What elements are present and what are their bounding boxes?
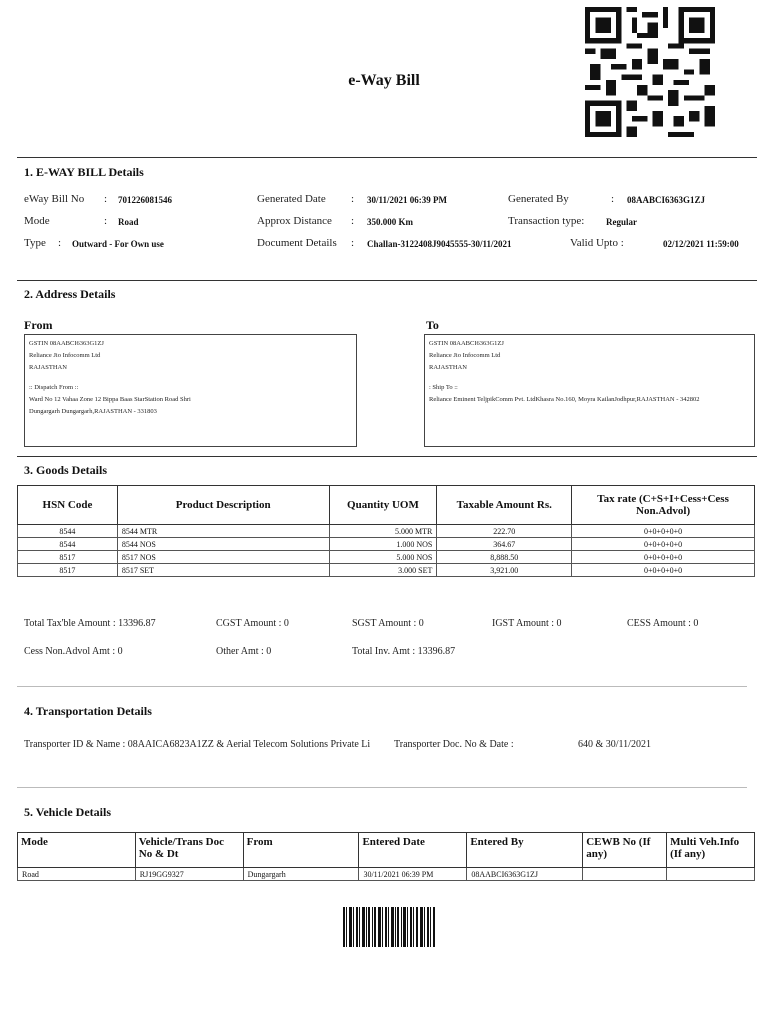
mode-cell: Road — [18, 868, 136, 881]
type-label: Type — [24, 237, 46, 249]
col-tax-rate: Tax rate (C+S+I+Cess+Cess Non.Advol) — [572, 486, 755, 525]
txn-type-value: Regular — [606, 217, 637, 227]
doc-details-value: Challan-3122408J9045555-30/11/2021 — [367, 239, 512, 249]
gen-date-value: 30/11/2021 06:39 PM — [367, 195, 447, 205]
mode-label: Mode — [24, 215, 50, 227]
rate-cell: 0+0+0+0+0 — [572, 538, 755, 551]
divider — [17, 787, 747, 788]
qty-cell: 5.000 MTR — [329, 525, 437, 538]
transporter-id-name: Transporter ID & Name : 08AAICA6823A1ZZ & Aerial Telecom Solutions Private Li — [24, 739, 371, 750]
colon: : — [104, 215, 108, 227]
vehicle-header-row — [18, 833, 755, 868]
cess-non-advol-amount: Cess Non.Advol Amt : 0 — [24, 646, 123, 657]
col-description: Product Description — [117, 486, 329, 525]
amount-cell: 222.70 — [437, 525, 572, 538]
colon: : — [351, 193, 355, 205]
from-label: From — [24, 318, 53, 332]
dispatch-label: :: Dispatch From :: — [29, 384, 79, 391]
from-name: Reliance Jio Infocomm Ltd — [29, 352, 101, 359]
table-row — [18, 564, 755, 577]
total-invoice-amount: Total Inv. Amt : 13396.87 — [352, 646, 456, 657]
table-row — [18, 868, 755, 881]
goods-header-row — [18, 486, 755, 525]
valid-upto-value: 02/12/2021 11:59:00 — [663, 239, 739, 249]
valid-upto-label: Valid Upto : — [570, 237, 624, 249]
entered-by-cell: 08AABCI6363G1ZJ — [467, 868, 583, 881]
amount-cell: 364.67 — [437, 538, 572, 551]
amount-cell: 3,921.00 — [437, 564, 572, 577]
to-name: Reliance Jio Infocomm Ltd — [429, 352, 501, 359]
rate-cell: 0+0+0+0+0 — [572, 564, 755, 577]
qty-cell: 3.000 SET — [329, 564, 437, 577]
cess-amount: CESS Amount : 0 — [627, 618, 699, 629]
ewb-no-value: 701226081546 — [118, 195, 172, 205]
goods-heading: 3. Goods Details — [24, 463, 108, 477]
hsn-cell: 8544 — [18, 525, 118, 538]
divider — [17, 686, 747, 687]
page-title: e-Way Bill — [348, 72, 420, 89]
col-multi-vehicle: Multi Veh.Info (If any) — [667, 833, 755, 868]
colon: : — [104, 193, 108, 205]
cgst-amount: CGST Amount : 0 — [216, 618, 289, 629]
col-entered-date: Entered Date — [359, 833, 467, 868]
cewb-cell — [583, 868, 667, 881]
from-cell: Dungargarh — [243, 868, 359, 881]
gen-by-label: Generated By — [508, 193, 569, 205]
vehicle-table — [17, 832, 755, 881]
goods-table — [17, 485, 755, 577]
sgst-amount: SGST Amount : 0 — [352, 618, 424, 629]
gen-date-label: Generated Date — [257, 193, 326, 205]
address-heading: 2. Address Details — [24, 287, 116, 301]
ewb-no-label: eWay Bill No — [24, 193, 85, 205]
table-row — [18, 551, 755, 564]
hsn-cell: 8544 — [18, 538, 118, 551]
from-gstin: GSTIN 08AABCI6363G1ZJ — [29, 340, 104, 347]
colon: : — [351, 215, 355, 227]
to-gstin: GSTIN 08AABCI6363G1ZJ — [429, 340, 504, 347]
colon: : — [611, 193, 615, 205]
to-label: To — [426, 318, 439, 332]
multi-vehicle-cell — [667, 868, 755, 881]
col-taxable-amount: Taxable Amount Rs. — [437, 486, 572, 525]
gen-by-value: 08AABCI6363G1ZJ — [627, 195, 706, 205]
table-row — [18, 538, 755, 551]
vehicle-heading: 5. Vehicle Details — [24, 805, 111, 819]
ship-to-label: : Ship To :: — [429, 384, 458, 391]
qr-code — [585, 7, 715, 137]
desc-cell: 8544 MTR — [117, 525, 329, 538]
qty-cell: 1.000 NOS — [329, 538, 437, 551]
qty-cell: 5.000 NOS — [329, 551, 437, 564]
col-vehicle-doc: Vehicle/Trans Doc No & Dt — [135, 833, 243, 868]
to-address-line1: Reliance Eminent TeljpikComm Pvt. LtdKhasra No.160, Moyra KailanJodhpur,RAJASTHAN - 342802 — [429, 396, 700, 403]
desc-cell: 8517 NOS — [117, 551, 329, 564]
section-rule — [17, 157, 757, 158]
to-address-box — [424, 334, 755, 447]
type-value: Outward - For Own use — [72, 239, 164, 249]
col-mode: Mode — [18, 833, 136, 868]
from-address-box — [24, 334, 357, 447]
igst-amount: IGST Amount : 0 — [492, 618, 562, 629]
col-quantity: Quantity UOM — [329, 486, 437, 525]
barcode — [343, 907, 435, 947]
col-from: From — [243, 833, 359, 868]
distance-value: 350.000 Km — [367, 217, 413, 227]
total-taxable-amount: Total Tax'ble Amount : 13396.87 — [24, 618, 156, 629]
txn-type-label: Transaction type: — [508, 215, 585, 227]
transport-heading: 4. Transportation Details — [24, 704, 152, 718]
transporter-doc-label: Transporter Doc. No & Date : — [394, 739, 514, 750]
from-state: RAJASTHAN — [29, 364, 67, 371]
transporter-doc-value: 640 & 30/11/2021 — [578, 739, 651, 750]
amount-cell: 8,888.50 — [437, 551, 572, 564]
ewb-details-heading: 1. E-WAY BILL Details — [24, 165, 144, 179]
colon: : — [351, 237, 355, 249]
section-rule — [17, 280, 757, 281]
section-rule — [17, 456, 757, 457]
hsn-cell: 8517 — [18, 551, 118, 564]
hsn-cell: 8517 — [18, 564, 118, 577]
desc-cell: 8517 SET — [117, 564, 329, 577]
col-entered-by: Entered By — [467, 833, 583, 868]
table-row — [18, 525, 755, 538]
distance-label: Approx Distance — [257, 215, 332, 227]
entered-date-cell: 30/11/2021 06:39 PM — [359, 868, 467, 881]
rate-cell: 0+0+0+0+0 — [572, 525, 755, 538]
rate-cell: 0+0+0+0+0 — [572, 551, 755, 564]
doc-details-label: Document Details — [257, 237, 337, 249]
col-hsn: HSN Code — [18, 486, 118, 525]
from-address-line2: Dungargarh Dungargarh,RAJASTHAN - 331803 — [29, 408, 157, 415]
other-amount: Other Amt : 0 — [216, 646, 272, 657]
from-address-line1: Ward No 12 Vahaa Zone 12 Bippa Baas StarStation Road Shri — [29, 396, 191, 403]
col-cewb-no: CEWB No (If any) — [583, 833, 667, 868]
mode-value: Road — [118, 217, 139, 227]
desc-cell: 8544 NOS — [117, 538, 329, 551]
colon: : — [58, 237, 62, 249]
to-state: RAJASTHAN — [429, 364, 467, 371]
vehicle-cell: RJ19GG9327 — [135, 868, 243, 881]
